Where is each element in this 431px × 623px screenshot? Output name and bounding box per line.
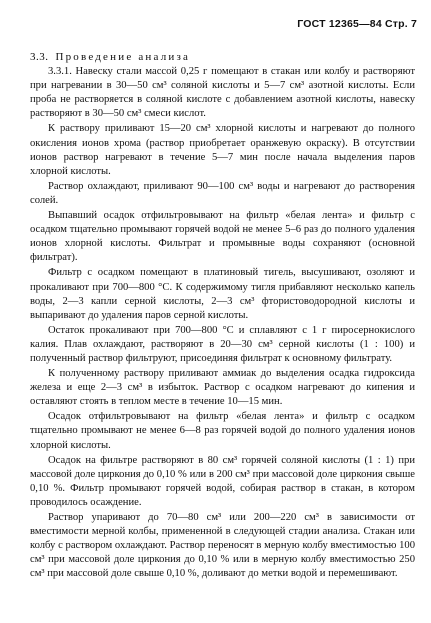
paragraph: 3.3.1. Навеску стали массой 0,25 г помещают в стакан или колбу и растворяют при нагревании в 30—50 см³ соляной кислоты и 5—7 см³ азотной кислоты. Если проба не растворяется в соляной кислоте с добавлением азотной кислоты, навеску растворяют в 30—50 см³ смеси кислот. — [30, 66, 415, 120]
section-title-text: Проведение анализа — [55, 51, 191, 63]
paragraph: Фильтр с осадком помещают в платиновый тигель, высушивают, озоляют и прокаливают при 700—800 °С. К содержимому тигля прибавляют несколько капель воды, 2—3 капли серной кислоты, 2—3 см³ фтористоводородной кислоты и выпаривают до удаления паров серной кислоты. — [30, 267, 415, 321]
page-header: ГОСТ 12365—84 Стр. 7 — [297, 18, 417, 30]
paragraph: Осадок на фильтре растворяют в 80 см³ горячей соляной кислоты (1 : 1) при массовой доле циркония до 0,10 % или в 200 см³ при массовой доле циркония свыше 0,10 %. Фильтр промывают горячей водой, собирая раствор в стакан, в котором проводилось осаждение. — [30, 454, 415, 508]
paragraph: Остаток прокаливают при 700—800 °С и сплавляют с 1 г пиросернокислого калия. Плав охлаждают, растворяют в 20—30 см³ серной кислоты (1 : 100) и полученный раствор фильтруют, присоединяя фильтрат к основному фильтрату. — [30, 324, 415, 364]
document-body — [30, 50, 415, 582]
paragraph: К раствору приливают 15—20 см³ хлорной кислоты и нагревают до полного окисления ионов хрома (раствор приобретает оранжевую окраску). В отсутствии ионов раствор нагревают в течение 5—7 мин после начала выделения паров хлорной кислоты. — [30, 123, 415, 177]
paragraph: Раствор охлаждают, приливают 90—100 см³ воды и нагревают до растворения солей. — [30, 180, 415, 206]
section-number: 3.3. — [30, 51, 49, 63]
paragraph: Осадок отфильтровывают на фильтр «белая лента» и фильтр с осадком тщательно промывают не менее 6—8 раз горячей водой до полного удаления ионов хлорной кислоты. — [30, 411, 415, 451]
section-heading — [30, 50, 415, 64]
paragraph: Выпавший осадок отфильтровывают на фильтр «белая лента» и фильтр с осадком тщательно промывают горячей водой не менее 5–6 раз до полного удаления ионов хлорной кислоты. Фильтрат и промывные воды сохраняют (основной фильтрат). — [30, 210, 415, 264]
paragraph: Раствор упаривают до 70—80 см³ или 200—220 см³ в зависимости от вместимости мерной колбы, примененной в следующей стадии анализа. Стакан или колбу с раствором охлаждают. Раствор переносят в мерную колбу вместимостью 100 см³ при массовой доле циркония до 0,10 % или в мерную колбу вместимостью 250 см³ при массовой доле свыше 0,10 %, доливают до метки водой и перемешивают. — [30, 512, 415, 580]
paragraph: К полученному раствору приливают аммиак до выделения осадка гидроксида железа и еще 2—3 см³ в избыток. Раствор с осадком нагревают до кипения и оставляют стоять в теплом месте в течение 10—15 мин. — [30, 368, 415, 408]
